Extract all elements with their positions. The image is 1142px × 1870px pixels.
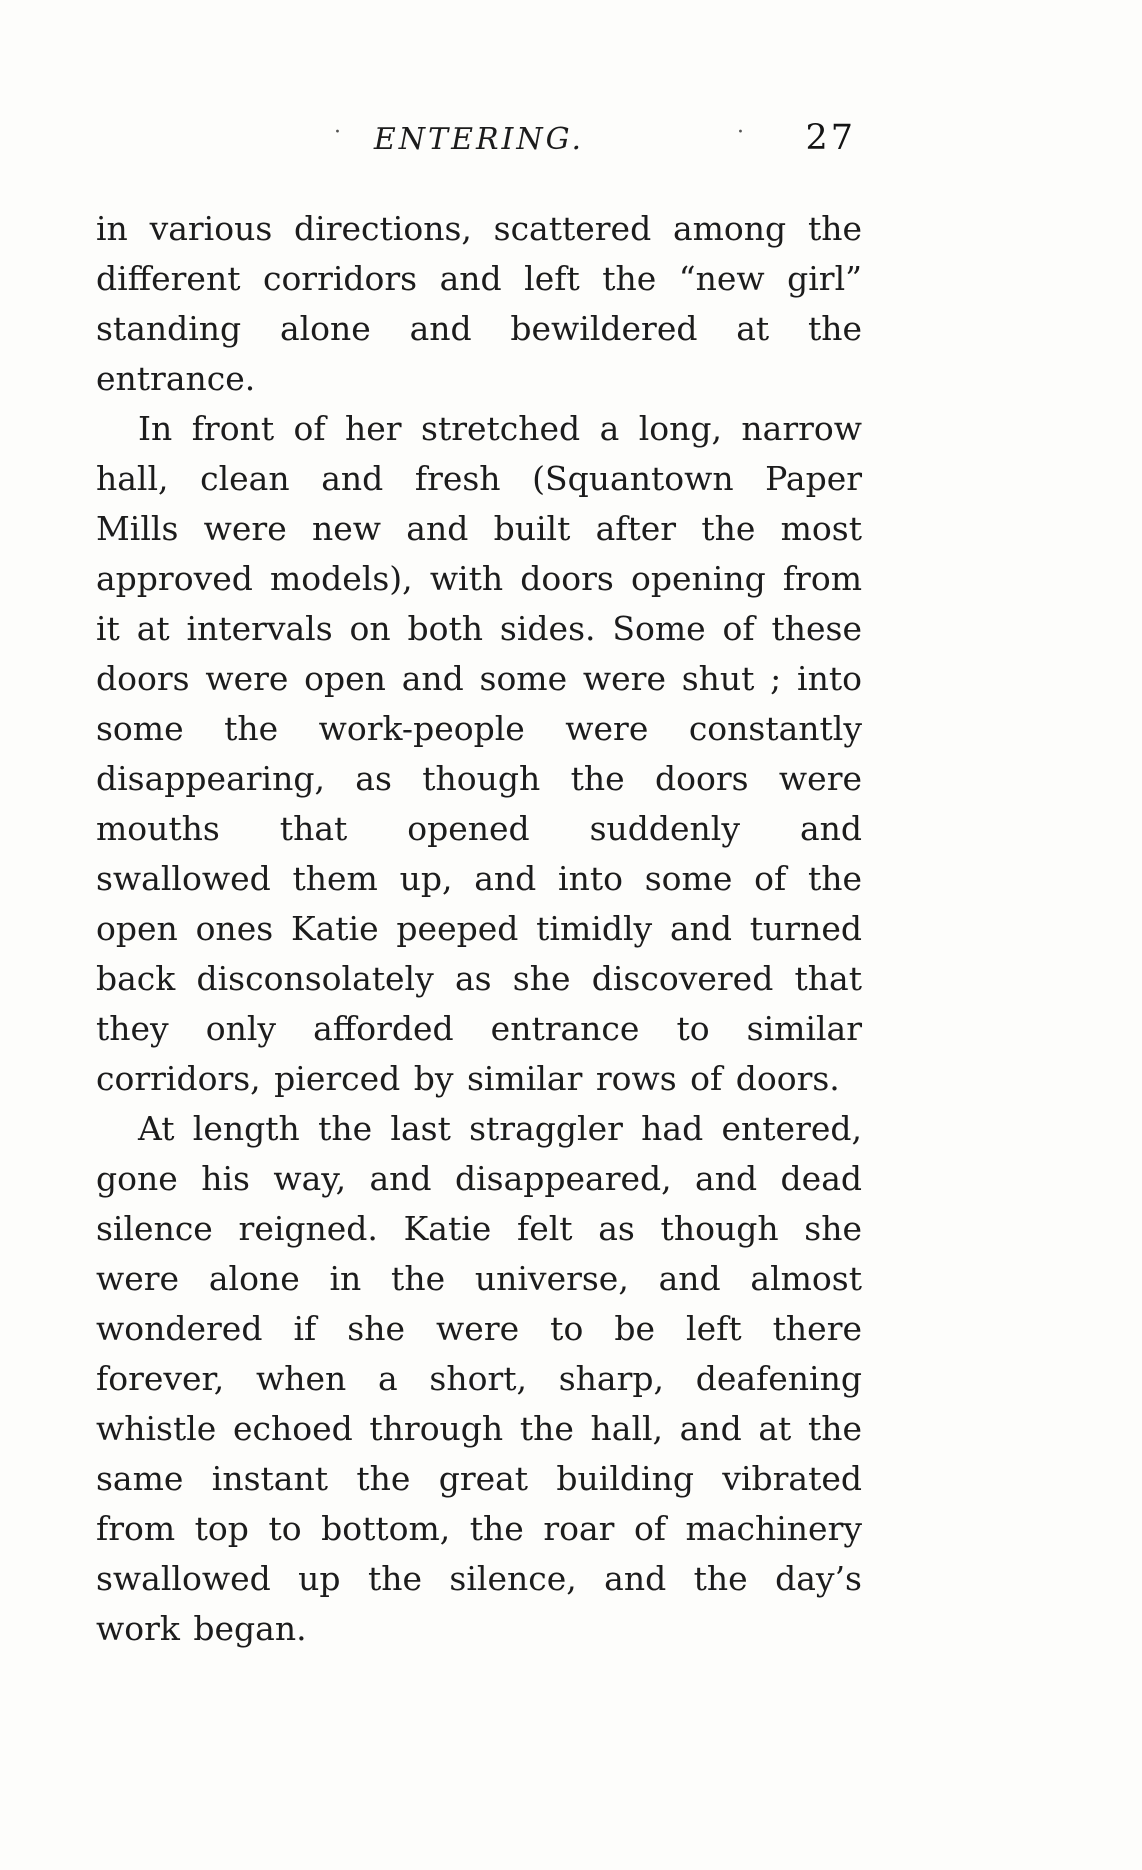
- running-header-title: ENTERING.: [373, 122, 585, 157]
- paragraph: At length the last straggler had entered, gone his way, and disappeared, and dead silence reigned. Katie felt as though she were alone in the universe, and almost wondered if she were to be left there forever, when a short, sharp, deafening whistle echoed through the hall, and at the same instant the great building vibrated from top to bottom, the roar of machinery swallowed up the silence, and the day’s work began.: [96, 1109, 862, 1648]
- header-right-mark: ·: [737, 120, 744, 145]
- page-number: 27: [805, 118, 856, 158]
- page-text: [96, 204, 862, 1654]
- header-left-mark: ·: [334, 120, 341, 145]
- running-header: [96, 118, 862, 204]
- paragraph: In front of her stretched a long, narrow hall, clean and fresh (Squantown Paper Mills were new and built after the most approved models), with doors opening from it at intervals on both sides. Some of these doors were open and some were shut ; into some the work-people were constantly disappearing, as though the doors were mouths that opened suddenly and swallowed them up, and into some of the open ones Katie peeped timidly and turned back disconsolately as she discovered that they only afforded entrance to similar corridors, pierced by similar rows of doors.: [96, 409, 862, 1098]
- paragraph-continuation: in various directions, scattered among the different corridors and left the “new girl” standing alone and bewildered at the entrance.: [96, 209, 862, 398]
